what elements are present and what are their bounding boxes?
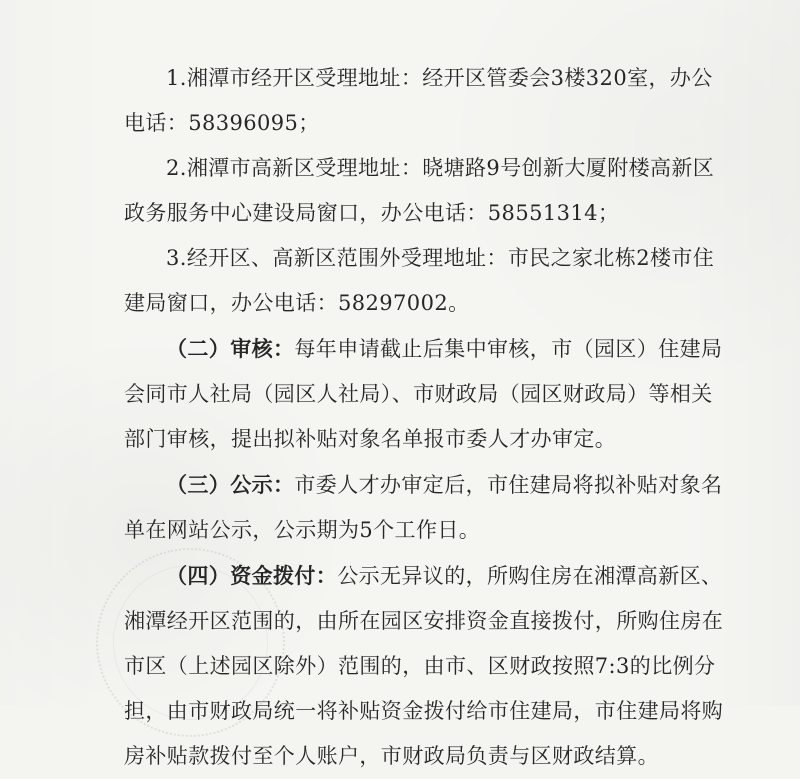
document-body	[124, 56, 724, 779]
paragraph-text: 市委人才办审定后，市住建局将拟补贴对象名单在网站公示，公示期为5个工作日。	[124, 473, 723, 542]
section-heading: （二）审核：	[166, 336, 295, 361]
paragraph-text: 1.湘潭市经开区受理地址：经开区管委会3楼320室，办公电话：58396095；	[124, 66, 713, 135]
section-heading: （三）公示：	[166, 472, 295, 497]
office-address-2-paragraph	[124, 146, 724, 236]
publicity-paragraph	[124, 462, 724, 553]
section-heading: （四）资金拨付：	[166, 563, 338, 588]
office-address-1-paragraph	[124, 56, 724, 146]
review-paragraph	[124, 326, 724, 462]
office-address-3-paragraph	[124, 236, 724, 326]
paragraph-text: 3.经开区、高新区范围外受理地址：市民之家北栋2楼市住建局窗口，办公电话：58297002。	[124, 246, 715, 315]
paragraph-text: 公示无异议的，所购住房在湘潭高新区、湘潭经开区范围的，由所在园区安排资金直接拨付，所购住房在市区（上述园区除外）范围的，由市、区财政按照7:3的比例分担，由市财政局统一将补贴资金拨付给市住建局，市住建局将购房补贴款拨付至个人账户，市财政局负责与区财政结算。	[124, 564, 724, 768]
funding-disbursement-paragraph	[124, 553, 724, 779]
paragraph-text: 每年申请截止后集中审核，市（园区）住建局会同市人社局（园区人社局）、市财政局（园区财政局）等相关部门审核，提出拟补贴对象名单报市委人才办审定。	[124, 337, 723, 451]
paragraph-text: 2.湘潭市高新区受理地址：晓塘路9号创新大厦附楼高新区政务服务中心建设局窗口，办公电话：58551314；	[124, 156, 715, 225]
